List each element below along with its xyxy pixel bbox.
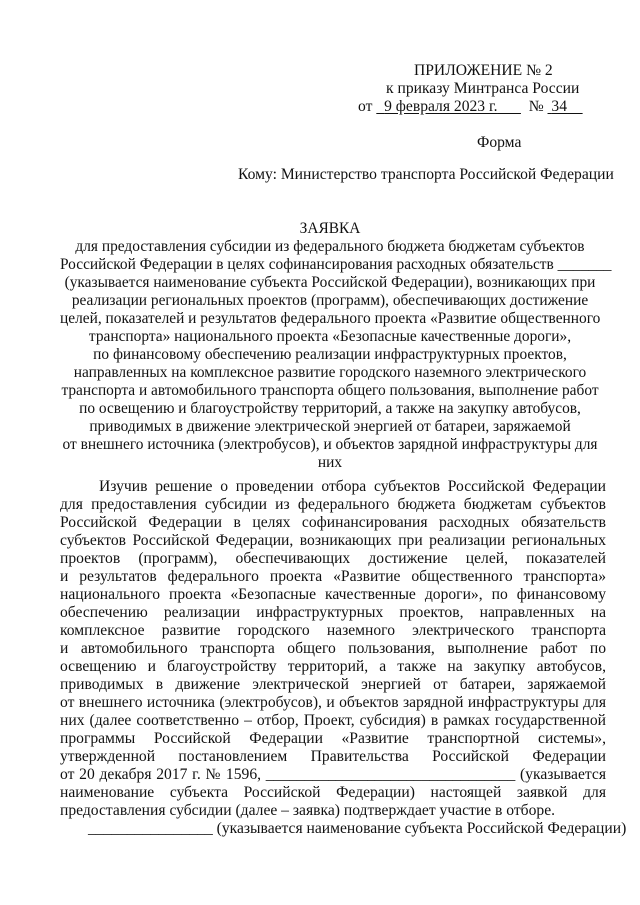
body-line: субъектов Российской Федерации, возникающих при реализации региональных [60, 532, 606, 549]
body-line: проектов (программ), обеспечивающих достижение целей, показателей [60, 550, 606, 567]
document-title: ЗАЯВКА [299, 220, 361, 237]
subtitle-line: приводимых в движение электрической энергией от батареи, заряжаемой [89, 418, 571, 435]
body-line: них (далее соответственно – отбор, Проект, субсидия) в рамках государственной [60, 712, 606, 729]
subtitle-line: них [317, 454, 343, 471]
body-line: национального проекта «Безопасные качественные дороги», по финансовому [60, 586, 606, 603]
body-line: от 20 декабря 2017 г. № 1596, ________________________________ (указывается [60, 766, 606, 783]
order-date: 9 февраля 2023 г. [384, 98, 498, 115]
body-line: и результатов федерального проекта «Развитие общественного транспорта» [60, 568, 606, 585]
body-line: утвержденной постановлением Правительства Российской Федерации [60, 748, 606, 765]
appendix-title: ПРИЛОЖЕНИЕ № 2 [414, 62, 553, 79]
body-line: обеспечению реализации инфраструктурных проектов, направленных на [60, 604, 606, 621]
order-number: 34 [551, 98, 568, 115]
body-line: наименование субъекта Российской Федерации) настоящей заявкой для [60, 784, 606, 801]
form-label: Форма [477, 134, 522, 151]
subtitle-line: от внешнего источника (электробусов), и объектов зарядной инфраструктуры для [62, 436, 598, 453]
order-date-line [358, 98, 583, 116]
subtitle-line: по освещению и благоустройству территорий, а также на закупку автобусов, [79, 400, 581, 417]
subtitle-line: транспорта» национального проекта «Безопасные качественные дороги», [88, 328, 572, 345]
subtitle-line: транспорта и автомобильного транспорта общего пользования, выполнение работ [61, 382, 599, 399]
subtitle-line: (указывается наименование субъекта Российской Федерации), возникающих при [64, 274, 596, 291]
subtitle-line: целей, показателей и результатов федерального проекта «Развитие общественного [60, 310, 601, 327]
order-reference: к приказу Минтранса России [386, 80, 580, 97]
body-line: приводимых в движение электрической энергией от батареи, заряжаемой [60, 676, 606, 693]
next-paragraph-line: ________________ (указывается наименование субъекта Российской Федерации) [88, 820, 627, 837]
number-prefix: № [528, 98, 544, 115]
addressee: Кому: Министерство транспорта Российской Федерации [238, 166, 614, 183]
subtitle-line: направленных на комплексное развитие городского наземного электрического [73, 364, 587, 381]
from-prefix: от [358, 98, 373, 115]
body-line: комплексное развитие городского наземного электрического транспорта [60, 622, 606, 639]
body-line: Изучив решение о проведении отбора субъектов Российской Федерации [99, 478, 606, 495]
subtitle-line: реализации региональных проектов (программ), обеспечивающих достижение [71, 292, 589, 309]
body-line-last: предоставления субсидии (далее – заявка) подтверждает участие в отборе. [60, 802, 556, 819]
body-line: программы Российской Федерации «Развитие транспортной системы», [60, 730, 606, 747]
body-line: и автомобильного транспорта общего пользования, выполнение работ по [60, 640, 606, 657]
subtitle-line: Российской Федерации в целях софинансирования расходных обязательств _______ [60, 256, 612, 273]
body-line: Российской Федерации в целях софинансирования расходных обязательств [60, 514, 606, 531]
body-line: для предоставления субсидии из федерального бюджета бюджетам субъектов [60, 496, 606, 513]
body-line: освещению и благоустройству территорий, а также на закупку автобусов, [60, 658, 606, 675]
body-line: от внешнего источника (электробусов), и объектов зарядной инфраструктуры для [60, 694, 606, 711]
subtitle-line: по финансовому обеспечению реализации инфраструктурных проектов, [93, 346, 567, 363]
subtitle-line: для предоставления субсидии из федерального бюджета бюджетам субъектов [75, 238, 585, 255]
